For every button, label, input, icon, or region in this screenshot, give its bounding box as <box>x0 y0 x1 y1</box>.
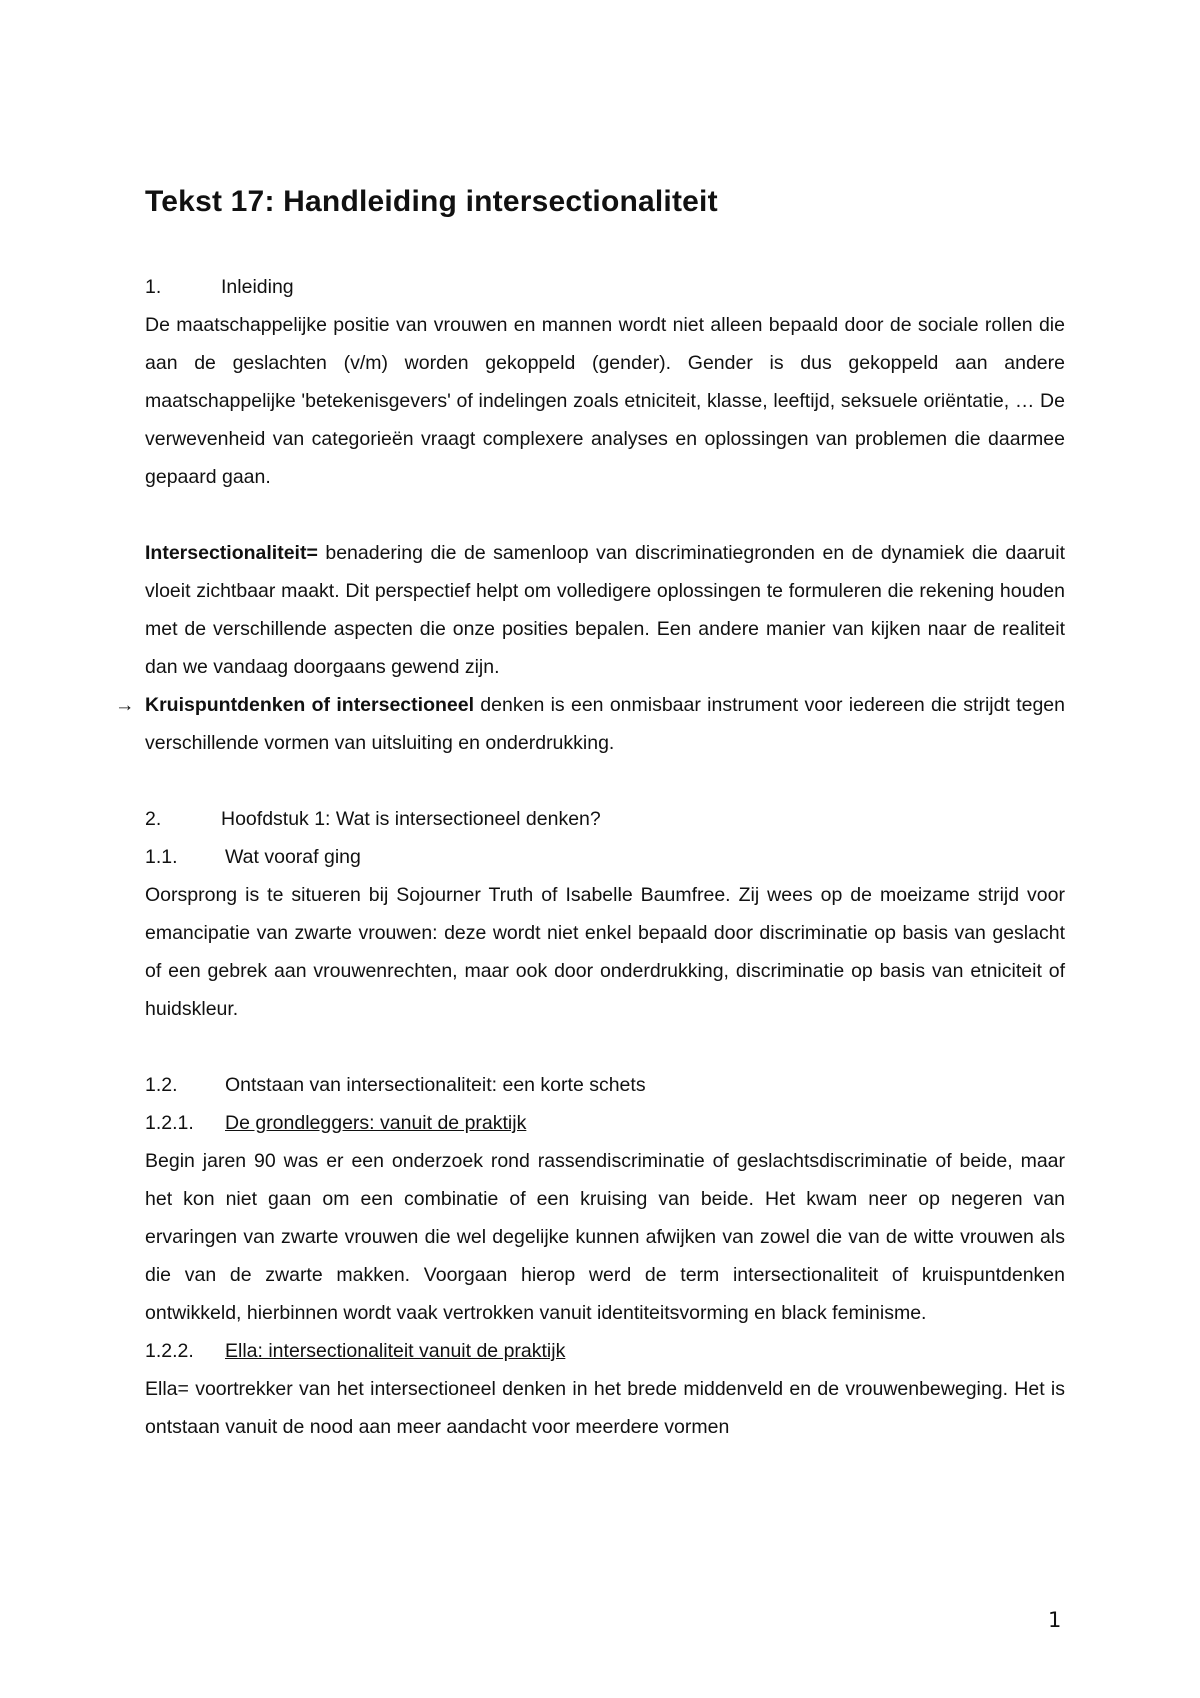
definition-text: benadering die de samenloop van discriminatiegronden en de dynamiek die daaruit vloeit zichtbaar maakt. Dit perspectief helpt om volledigere oplossingen te formuleren die rekening houden met de verschillende aspecten die onze posities bepalen. Een andere manier van kijken naar de realiteit dan we vandaag doorgaans gewend zijn. <box>145 542 1065 678</box>
section-label: Wat vooraf ging <box>225 846 361 868</box>
founders-paragraph: Begin jaren 90 was er een onderzoek rond rassendiscriminatie of geslachtsdiscriminatie of beide, maar het kon niet gaan om een combinatie of een kruising van beide. Het kwam neer op negeren van ervaringen van zwarte vrouwen die wel degelijke kunnen afwijken van zowel die van de witte vrouwen als die van de zwarte makken. Voorgaan hierop werd de term intersectionaliteit of kruispuntdenken ontwikkeld, hierbinnen wordt vaak vertrokken vanuit identiteitsvorming en black feminisme. <box>145 1150 1065 1324</box>
spacer <box>145 1028 1065 1066</box>
section-heading-1-2-2 <box>145 1332 1065 1370</box>
document-title: Tekst 17: Handleiding intersectionaliteit <box>145 185 718 218</box>
page-content <box>115 176 1065 1446</box>
spacer <box>145 496 1065 534</box>
section-number: 2. <box>145 808 162 830</box>
section-label: Inleiding <box>221 276 294 298</box>
arrow-note-text: denken is een onmisbaar instrument voor iedereen die strijdt tegen verschillende vormen van uitsluiting en onderdrukking. <box>145 694 1065 754</box>
section-number: 1.2.1. <box>145 1112 194 1134</box>
spacer <box>145 228 1065 268</box>
section-heading-1-2-1 <box>145 1104 1065 1142</box>
spacer <box>145 762 1065 800</box>
intro-paragraph: De maatschappelijke positie van vrouwen en mannen wordt niet alleen bepaald door de sociale rollen die aan de geslachten (v/m) worden gekoppeld (gender). Gender is dus gekoppeld aan andere maatschappelijke 'betekenisgevers' of indelingen zoals etniciteit, klasse, leeftijd, seksuele oriëntatie, … De verwevenheid van categorieën vraagt complexere analyses en oplossingen van problemen die daarmee gepaard gaan. <box>145 314 1065 488</box>
section-label: De grondleggers: vanuit de praktijk <box>225 1112 527 1134</box>
section-heading-1 <box>145 268 1065 306</box>
ella-paragraph: Ella= voortrekker van het intersectioneel denken in het brede middenveld en de vrouwenbeweging. Het is ontstaan vanuit de nood aan meer aandacht voor meerdere vormen <box>145 1378 1065 1438</box>
section-label: Ella: intersectionaliteit vanuit de praktijk <box>225 1340 566 1362</box>
section-heading-1-1 <box>145 838 1065 876</box>
definition-term: Intersectionaliteit= <box>145 542 318 564</box>
arrow-icon: → <box>115 694 135 716</box>
section-number: 1.2.2. <box>145 1340 194 1362</box>
section-heading-1-2 <box>145 1066 1065 1104</box>
section-number: 1.2. <box>145 1074 178 1096</box>
section-heading-2 <box>145 800 1065 838</box>
page-number: 1 <box>1048 1608 1062 1632</box>
section-label: Hoofdstuk 1: Wat is intersectioneel denken? <box>221 808 601 830</box>
definition-paragraph <box>145 534 1065 686</box>
section-number: 1. <box>145 276 162 298</box>
origin-paragraph: Oorsprong is te situeren bij Sojourner Truth of Isabelle Baumfree. Zij wees op de moeizame strijd voor emancipatie van zwarte vrouwen: deze wordt niet enkel bepaald door discriminatie op basis van geslacht of een gebrek aan vrouwenrechten, maar ook door onderdrukking, discriminatie op basis van etniciteit of huidskleur. <box>145 884 1065 1020</box>
section-number: 1.1. <box>145 846 178 868</box>
arrow-note-term: Kruispuntdenken of intersectioneel <box>145 694 474 716</box>
arrow-note <box>115 686 1065 762</box>
section-label: Ontstaan van intersectionaliteit: een korte schets <box>225 1074 646 1096</box>
